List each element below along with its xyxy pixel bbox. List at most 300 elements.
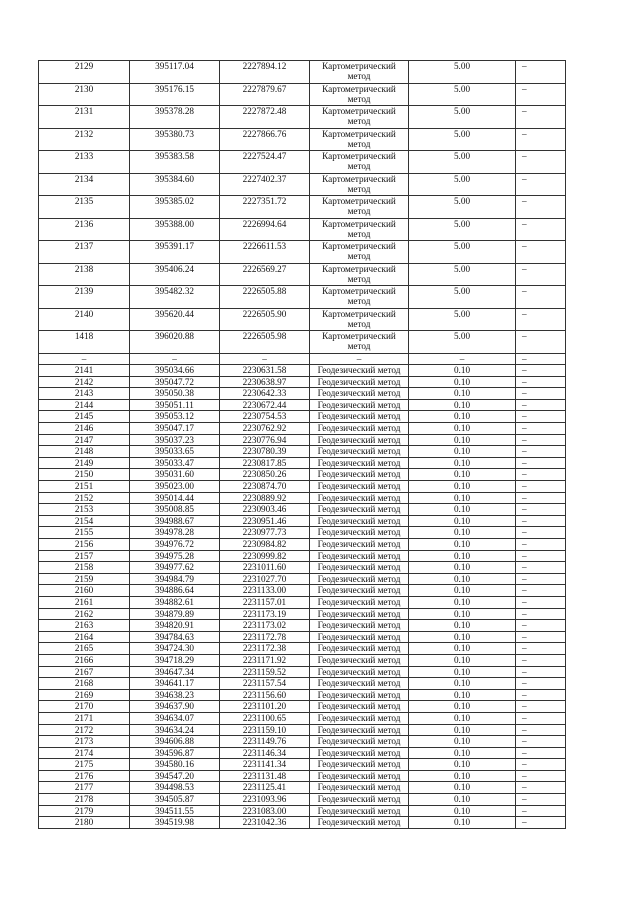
method-cell: Геодезический метод xyxy=(310,550,409,562)
y-coordinate-cell: 2226569.27 xyxy=(220,263,310,286)
method-cell: Геодезический метод xyxy=(310,481,409,493)
point-number-cell: 2170 xyxy=(39,701,130,713)
accuracy-cell: 0.10 xyxy=(409,423,516,435)
y-coordinate-cell: 2231083.00 xyxy=(220,805,310,817)
note-cell: – xyxy=(516,481,566,493)
x-coordinate-cell: 394641.17 xyxy=(130,678,220,690)
method-cell: Картометрический метод xyxy=(310,263,409,286)
y-coordinate-cell: 2230889.92 xyxy=(220,492,310,504)
y-coordinate-cell: 2226611.53 xyxy=(220,241,310,264)
method-cell: Геодезический метод xyxy=(310,423,409,435)
point-number-cell: 2135 xyxy=(39,196,130,219)
point-number-cell: 2158 xyxy=(39,562,130,574)
y-coordinate-cell: 2231093.96 xyxy=(220,794,310,806)
method-cell: Геодезический метод xyxy=(310,724,409,736)
note-cell: – xyxy=(516,562,566,574)
point-number-cell: 2139 xyxy=(39,286,130,309)
note-cell: – xyxy=(516,365,566,377)
accuracy-cell: 0.10 xyxy=(409,457,516,469)
method-cell: Геодезический метод xyxy=(310,446,409,458)
accuracy-cell: 0.10 xyxy=(409,654,516,666)
note-cell: – xyxy=(516,724,566,736)
x-coordinate-cell: 395620.44 xyxy=(130,308,220,331)
method-cell: Геодезический метод xyxy=(310,689,409,701)
point-number-cell: 2174 xyxy=(39,747,130,759)
table-row xyxy=(39,492,566,504)
y-coordinate-cell: 2231101.20 xyxy=(220,701,310,713)
accuracy-cell: 5.00 xyxy=(409,128,516,151)
point-number-cell: 2175 xyxy=(39,759,130,771)
x-coordinate-cell: 394580.16 xyxy=(130,759,220,771)
method-cell: Геодезический метод xyxy=(310,434,409,446)
x-coordinate-cell: 394886.64 xyxy=(130,585,220,597)
x-coordinate-cell: 395050.38 xyxy=(130,388,220,400)
x-coordinate-cell: 395033.65 xyxy=(130,446,220,458)
x-coordinate-cell: 394606.88 xyxy=(130,736,220,748)
x-coordinate-cell: 395034.66 xyxy=(130,365,220,377)
y-coordinate-cell: 2231159.10 xyxy=(220,724,310,736)
table-row xyxy=(39,608,566,620)
method-cell: Геодезический метод xyxy=(310,539,409,551)
note-cell: – xyxy=(516,585,566,597)
point-number-cell: 2156 xyxy=(39,539,130,551)
y-coordinate-cell: 2231042.36 xyxy=(220,817,310,829)
method-cell: Геодезический метод xyxy=(310,782,409,794)
y-coordinate-cell: 2231156.60 xyxy=(220,689,310,701)
y-coordinate-cell: 2230850.26 xyxy=(220,469,310,481)
note-cell: – xyxy=(516,747,566,759)
method-cell: Картометрический метод xyxy=(310,173,409,196)
y-coordinate-cell: 2230672.44 xyxy=(220,399,310,411)
y-coordinate-cell: 2227872.48 xyxy=(220,106,310,129)
table-row xyxy=(39,331,566,354)
point-number-cell: 2148 xyxy=(39,446,130,458)
table-row xyxy=(39,446,566,458)
point-number-cell: 2141 xyxy=(39,365,130,377)
note-cell: – xyxy=(516,654,566,666)
point-number-cell: 2159 xyxy=(39,573,130,585)
accuracy-cell: 0.10 xyxy=(409,805,516,817)
x-coordinate-cell: 395385.02 xyxy=(130,196,220,219)
method-cell: Геодезический метод xyxy=(310,747,409,759)
x-coordinate-cell: 395380.73 xyxy=(130,128,220,151)
point-number-cell: 2154 xyxy=(39,515,130,527)
table-row xyxy=(39,573,566,585)
x-coordinate-cell: 394984.79 xyxy=(130,573,220,585)
table-row xyxy=(39,83,566,106)
method-cell: Геодезический метод xyxy=(310,515,409,527)
method-cell: Картометрический метод xyxy=(310,61,409,84)
table-row xyxy=(39,399,566,411)
accuracy-cell: 5.00 xyxy=(409,286,516,309)
x-coordinate-cell: 394637.90 xyxy=(130,701,220,713)
x-coordinate-cell: 395117.04 xyxy=(130,61,220,84)
table-row xyxy=(39,411,566,423)
note-cell: – xyxy=(516,539,566,551)
y-coordinate-cell: 2230999.82 xyxy=(220,550,310,562)
table-row xyxy=(39,388,566,400)
note-cell: – xyxy=(516,770,566,782)
method-cell: Геодезический метод xyxy=(310,411,409,423)
note-cell: – xyxy=(516,399,566,411)
point-number-cell: 2152 xyxy=(39,492,130,504)
table-row xyxy=(39,218,566,241)
accuracy-cell: 0.10 xyxy=(409,492,516,504)
accuracy-cell: 0.10 xyxy=(409,539,516,551)
method-cell: Картометрический метод xyxy=(310,128,409,151)
point-number-cell: 2168 xyxy=(39,678,130,690)
note-cell: – xyxy=(516,241,566,264)
table-row xyxy=(39,173,566,196)
note-cell: – xyxy=(516,423,566,435)
note-cell: – xyxy=(516,643,566,655)
x-coordinate-cell: 395053.12 xyxy=(130,411,220,423)
x-coordinate-cell: 395031.60 xyxy=(130,469,220,481)
method-cell: Геодезический метод xyxy=(310,399,409,411)
x-coordinate-cell: 394976.72 xyxy=(130,539,220,551)
table-row xyxy=(39,620,566,632)
accuracy-cell: 0.10 xyxy=(409,817,516,829)
table-row xyxy=(39,794,566,806)
table-row xyxy=(39,596,566,608)
table-row xyxy=(39,196,566,219)
accuracy-cell: 0.10 xyxy=(409,446,516,458)
method-cell: Картометрический метод xyxy=(310,331,409,354)
point-number-cell: 2171 xyxy=(39,712,130,724)
accuracy-cell: 0.10 xyxy=(409,504,516,516)
accuracy-cell: 0.10 xyxy=(409,701,516,713)
point-number-cell: 2140 xyxy=(39,308,130,331)
method-cell: Геодезический метод xyxy=(310,469,409,481)
note-cell: – xyxy=(516,794,566,806)
point-number-cell: 2160 xyxy=(39,585,130,597)
point-number-cell: 2167 xyxy=(39,666,130,678)
table-row xyxy=(39,128,566,151)
x-coordinate-cell: 394505.87 xyxy=(130,794,220,806)
x-coordinate-cell: 395008.85 xyxy=(130,504,220,516)
y-coordinate-cell: 2231149.76 xyxy=(220,736,310,748)
x-coordinate-cell: 394724.30 xyxy=(130,643,220,655)
table-row xyxy=(39,585,566,597)
method-cell: Картометрический метод xyxy=(310,151,409,174)
table-row xyxy=(39,701,566,713)
y-coordinate-cell: 2230754.53 xyxy=(220,411,310,423)
x-coordinate-cell: 394547.20 xyxy=(130,770,220,782)
point-number-cell: 2155 xyxy=(39,527,130,539)
note-cell: – xyxy=(516,631,566,643)
y-coordinate-cell: 2231157.01 xyxy=(220,596,310,608)
method-cell: Картометрический метод xyxy=(310,308,409,331)
accuracy-cell: 0.10 xyxy=(409,573,516,585)
x-coordinate-cell: 394519.98 xyxy=(130,817,220,829)
x-coordinate-cell: 394634.07 xyxy=(130,712,220,724)
point-number-cell: 2142 xyxy=(39,376,130,388)
accuracy-cell: 5.00 xyxy=(409,83,516,106)
method-cell: Геодезический метод xyxy=(310,805,409,817)
accuracy-cell: 0.10 xyxy=(409,481,516,493)
note-cell: – xyxy=(516,759,566,771)
accuracy-cell: 0.10 xyxy=(409,596,516,608)
x-coordinate-cell: 394978.28 xyxy=(130,527,220,539)
x-coordinate-cell: 394879.89 xyxy=(130,608,220,620)
table-row xyxy=(39,365,566,377)
point-number-cell: 2173 xyxy=(39,736,130,748)
accuracy-cell: 0.10 xyxy=(409,550,516,562)
method-cell: Геодезический метод xyxy=(310,759,409,771)
y-coordinate-cell: 2227879.67 xyxy=(220,83,310,106)
y-coordinate-cell: 2231157.54 xyxy=(220,678,310,690)
x-coordinate-cell: 394638.23 xyxy=(130,689,220,701)
y-coordinate-cell: 2227894.12 xyxy=(220,61,310,84)
y-coordinate-cell: 2226505.90 xyxy=(220,308,310,331)
table-row xyxy=(39,241,566,264)
method-cell: Геодезический метод xyxy=(310,585,409,597)
table-row xyxy=(39,469,566,481)
x-coordinate-cell: 395051.11 xyxy=(130,399,220,411)
y-coordinate-cell: 2230631.58 xyxy=(220,365,310,377)
table-row xyxy=(39,689,566,701)
y-coordinate-cell: 2231131.48 xyxy=(220,770,310,782)
method-cell: – xyxy=(310,353,409,365)
note-cell: – xyxy=(516,492,566,504)
x-coordinate-cell: 394634.24 xyxy=(130,724,220,736)
x-coordinate-cell: 394498.53 xyxy=(130,782,220,794)
accuracy-cell: 5.00 xyxy=(409,196,516,219)
table-row xyxy=(39,376,566,388)
point-number-cell: 2134 xyxy=(39,173,130,196)
method-cell: Картометрический метод xyxy=(310,106,409,129)
point-number-cell: 2146 xyxy=(39,423,130,435)
x-coordinate-cell: 394784.63 xyxy=(130,631,220,643)
accuracy-cell: 0.10 xyxy=(409,527,516,539)
point-number-cell: 1418 xyxy=(39,331,130,354)
point-number-cell: 2153 xyxy=(39,504,130,516)
x-coordinate-cell: 395406.24 xyxy=(130,263,220,286)
point-number-cell: 2176 xyxy=(39,770,130,782)
y-coordinate-cell: 2231173.19 xyxy=(220,608,310,620)
table-row xyxy=(39,805,566,817)
table-body xyxy=(39,61,566,829)
table-row xyxy=(39,263,566,286)
point-number-cell: 2130 xyxy=(39,83,130,106)
y-coordinate-cell: 2230638.97 xyxy=(220,376,310,388)
point-number-cell: 2149 xyxy=(39,457,130,469)
table-row xyxy=(39,666,566,678)
y-coordinate-cell: 2230984.82 xyxy=(220,539,310,551)
note-cell: – xyxy=(516,701,566,713)
accuracy-cell: 5.00 xyxy=(409,106,516,129)
table-row xyxy=(39,678,566,690)
method-cell: Картометрический метод xyxy=(310,83,409,106)
x-coordinate-cell: 394882.61 xyxy=(130,596,220,608)
note-cell: – xyxy=(516,263,566,286)
y-coordinate-cell: 2231100.65 xyxy=(220,712,310,724)
accuracy-cell: 0.10 xyxy=(409,365,516,377)
note-cell: – xyxy=(516,388,566,400)
note-cell: – xyxy=(516,151,566,174)
x-coordinate-cell: 395384.60 xyxy=(130,173,220,196)
method-cell: Геодезический метод xyxy=(310,666,409,678)
accuracy-cell: 0.10 xyxy=(409,562,516,574)
note-cell: – xyxy=(516,286,566,309)
note-cell: – xyxy=(516,173,566,196)
note-cell: – xyxy=(516,196,566,219)
accuracy-cell: 0.10 xyxy=(409,736,516,748)
accuracy-cell: 0.10 xyxy=(409,620,516,632)
table-row xyxy=(39,434,566,446)
note-cell: – xyxy=(516,608,566,620)
note-cell: – xyxy=(516,434,566,446)
point-number-cell: 2137 xyxy=(39,241,130,264)
note-cell: – xyxy=(516,353,566,365)
x-coordinate-cell: – xyxy=(130,353,220,365)
method-cell: Геодезический метод xyxy=(310,365,409,377)
table-row xyxy=(39,550,566,562)
point-number-cell: 2179 xyxy=(39,805,130,817)
x-coordinate-cell: 395176.15 xyxy=(130,83,220,106)
note-cell: – xyxy=(516,457,566,469)
x-coordinate-cell: 395037.23 xyxy=(130,434,220,446)
table-row xyxy=(39,643,566,655)
accuracy-cell: 0.10 xyxy=(409,782,516,794)
note-cell: – xyxy=(516,782,566,794)
x-coordinate-cell: 394975.28 xyxy=(130,550,220,562)
note-cell: – xyxy=(516,689,566,701)
table-row xyxy=(39,515,566,527)
accuracy-cell: 5.00 xyxy=(409,218,516,241)
table-row xyxy=(39,770,566,782)
point-number-cell: 2143 xyxy=(39,388,130,400)
table-row xyxy=(39,631,566,643)
accuracy-cell: 0.10 xyxy=(409,666,516,678)
accuracy-cell: 0.10 xyxy=(409,631,516,643)
y-coordinate-cell: 2227351.72 xyxy=(220,196,310,219)
accuracy-cell: 0.10 xyxy=(409,712,516,724)
table-row xyxy=(39,736,566,748)
table-row xyxy=(39,654,566,666)
note-cell: – xyxy=(516,678,566,690)
x-coordinate-cell: 394596.87 xyxy=(130,747,220,759)
note-cell: – xyxy=(516,736,566,748)
point-number-cell: 2164 xyxy=(39,631,130,643)
note-cell: – xyxy=(516,817,566,829)
x-coordinate-cell: 394511.55 xyxy=(130,805,220,817)
x-coordinate-cell: 395388.00 xyxy=(130,218,220,241)
note-cell: – xyxy=(516,308,566,331)
note-cell: – xyxy=(516,376,566,388)
accuracy-cell: 0.10 xyxy=(409,388,516,400)
x-coordinate-cell: 394977.62 xyxy=(130,562,220,574)
coordinates-table xyxy=(38,60,566,829)
point-number-cell: 2161 xyxy=(39,596,130,608)
method-cell: Картометрический метод xyxy=(310,286,409,309)
point-number-cell: 2163 xyxy=(39,620,130,632)
accuracy-cell: 0.10 xyxy=(409,399,516,411)
accuracy-cell: 0.10 xyxy=(409,434,516,446)
y-coordinate-cell: 2231146.34 xyxy=(220,747,310,759)
note-cell: – xyxy=(516,61,566,84)
point-number-cell: 2133 xyxy=(39,151,130,174)
table-row xyxy=(39,353,566,365)
y-coordinate-cell: 2230780.39 xyxy=(220,446,310,458)
x-coordinate-cell: 395391.17 xyxy=(130,241,220,264)
note-cell: – xyxy=(516,620,566,632)
note-cell: – xyxy=(516,106,566,129)
note-cell: – xyxy=(516,666,566,678)
accuracy-cell: 0.10 xyxy=(409,643,516,655)
y-coordinate-cell: 2231133.00 xyxy=(220,585,310,597)
y-coordinate-cell: 2231011.60 xyxy=(220,562,310,574)
accuracy-cell: 5.00 xyxy=(409,151,516,174)
y-coordinate-cell: 2230951.46 xyxy=(220,515,310,527)
x-coordinate-cell: 394718.29 xyxy=(130,654,220,666)
method-cell: Картометрический метод xyxy=(310,196,409,219)
method-cell: Геодезический метод xyxy=(310,736,409,748)
point-number-cell: 2180 xyxy=(39,817,130,829)
point-number-cell: 2144 xyxy=(39,399,130,411)
point-number-cell: – xyxy=(39,353,130,365)
table-row xyxy=(39,106,566,129)
method-cell: Картометрический метод xyxy=(310,218,409,241)
x-coordinate-cell: 395023.00 xyxy=(130,481,220,493)
note-cell: – xyxy=(516,805,566,817)
method-cell: Геодезический метод xyxy=(310,817,409,829)
point-number-cell: 2165 xyxy=(39,643,130,655)
y-coordinate-cell: 2230903.46 xyxy=(220,504,310,516)
accuracy-cell: 0.10 xyxy=(409,794,516,806)
note-cell: – xyxy=(516,331,566,354)
point-number-cell: 2172 xyxy=(39,724,130,736)
method-cell: Геодезический метод xyxy=(310,770,409,782)
note-cell: – xyxy=(516,218,566,241)
method-cell: Геодезический метод xyxy=(310,504,409,516)
note-cell: – xyxy=(516,83,566,106)
x-coordinate-cell: 395047.72 xyxy=(130,376,220,388)
y-coordinate-cell: 2227866.76 xyxy=(220,128,310,151)
y-coordinate-cell: 2231172.38 xyxy=(220,643,310,655)
x-coordinate-cell: 395378.28 xyxy=(130,106,220,129)
point-number-cell: 2136 xyxy=(39,218,130,241)
accuracy-cell: 0.10 xyxy=(409,678,516,690)
point-number-cell: 2166 xyxy=(39,654,130,666)
note-cell: – xyxy=(516,504,566,516)
accuracy-cell: – xyxy=(409,353,516,365)
y-coordinate-cell: 2230874.70 xyxy=(220,481,310,493)
method-cell: Геодезический метод xyxy=(310,596,409,608)
y-coordinate-cell: 2226505.88 xyxy=(220,286,310,309)
note-cell: – xyxy=(516,527,566,539)
table-row xyxy=(39,481,566,493)
x-coordinate-cell: 395014.44 xyxy=(130,492,220,504)
note-cell: – xyxy=(516,550,566,562)
point-number-cell: 2145 xyxy=(39,411,130,423)
table-row xyxy=(39,527,566,539)
accuracy-cell: 5.00 xyxy=(409,331,516,354)
method-cell: Геодезический метод xyxy=(310,712,409,724)
x-coordinate-cell: 395047.17 xyxy=(130,423,220,435)
accuracy-cell: 0.10 xyxy=(409,376,516,388)
y-coordinate-cell: 2231172.78 xyxy=(220,631,310,643)
accuracy-cell: 0.10 xyxy=(409,770,516,782)
y-coordinate-cell: 2231027.70 xyxy=(220,573,310,585)
y-coordinate-cell: 2231125.41 xyxy=(220,782,310,794)
note-cell: – xyxy=(516,128,566,151)
note-cell: – xyxy=(516,573,566,585)
table-row xyxy=(39,817,566,829)
y-coordinate-cell: 2231159.52 xyxy=(220,666,310,678)
x-coordinate-cell: 395033.47 xyxy=(130,457,220,469)
table-row xyxy=(39,539,566,551)
